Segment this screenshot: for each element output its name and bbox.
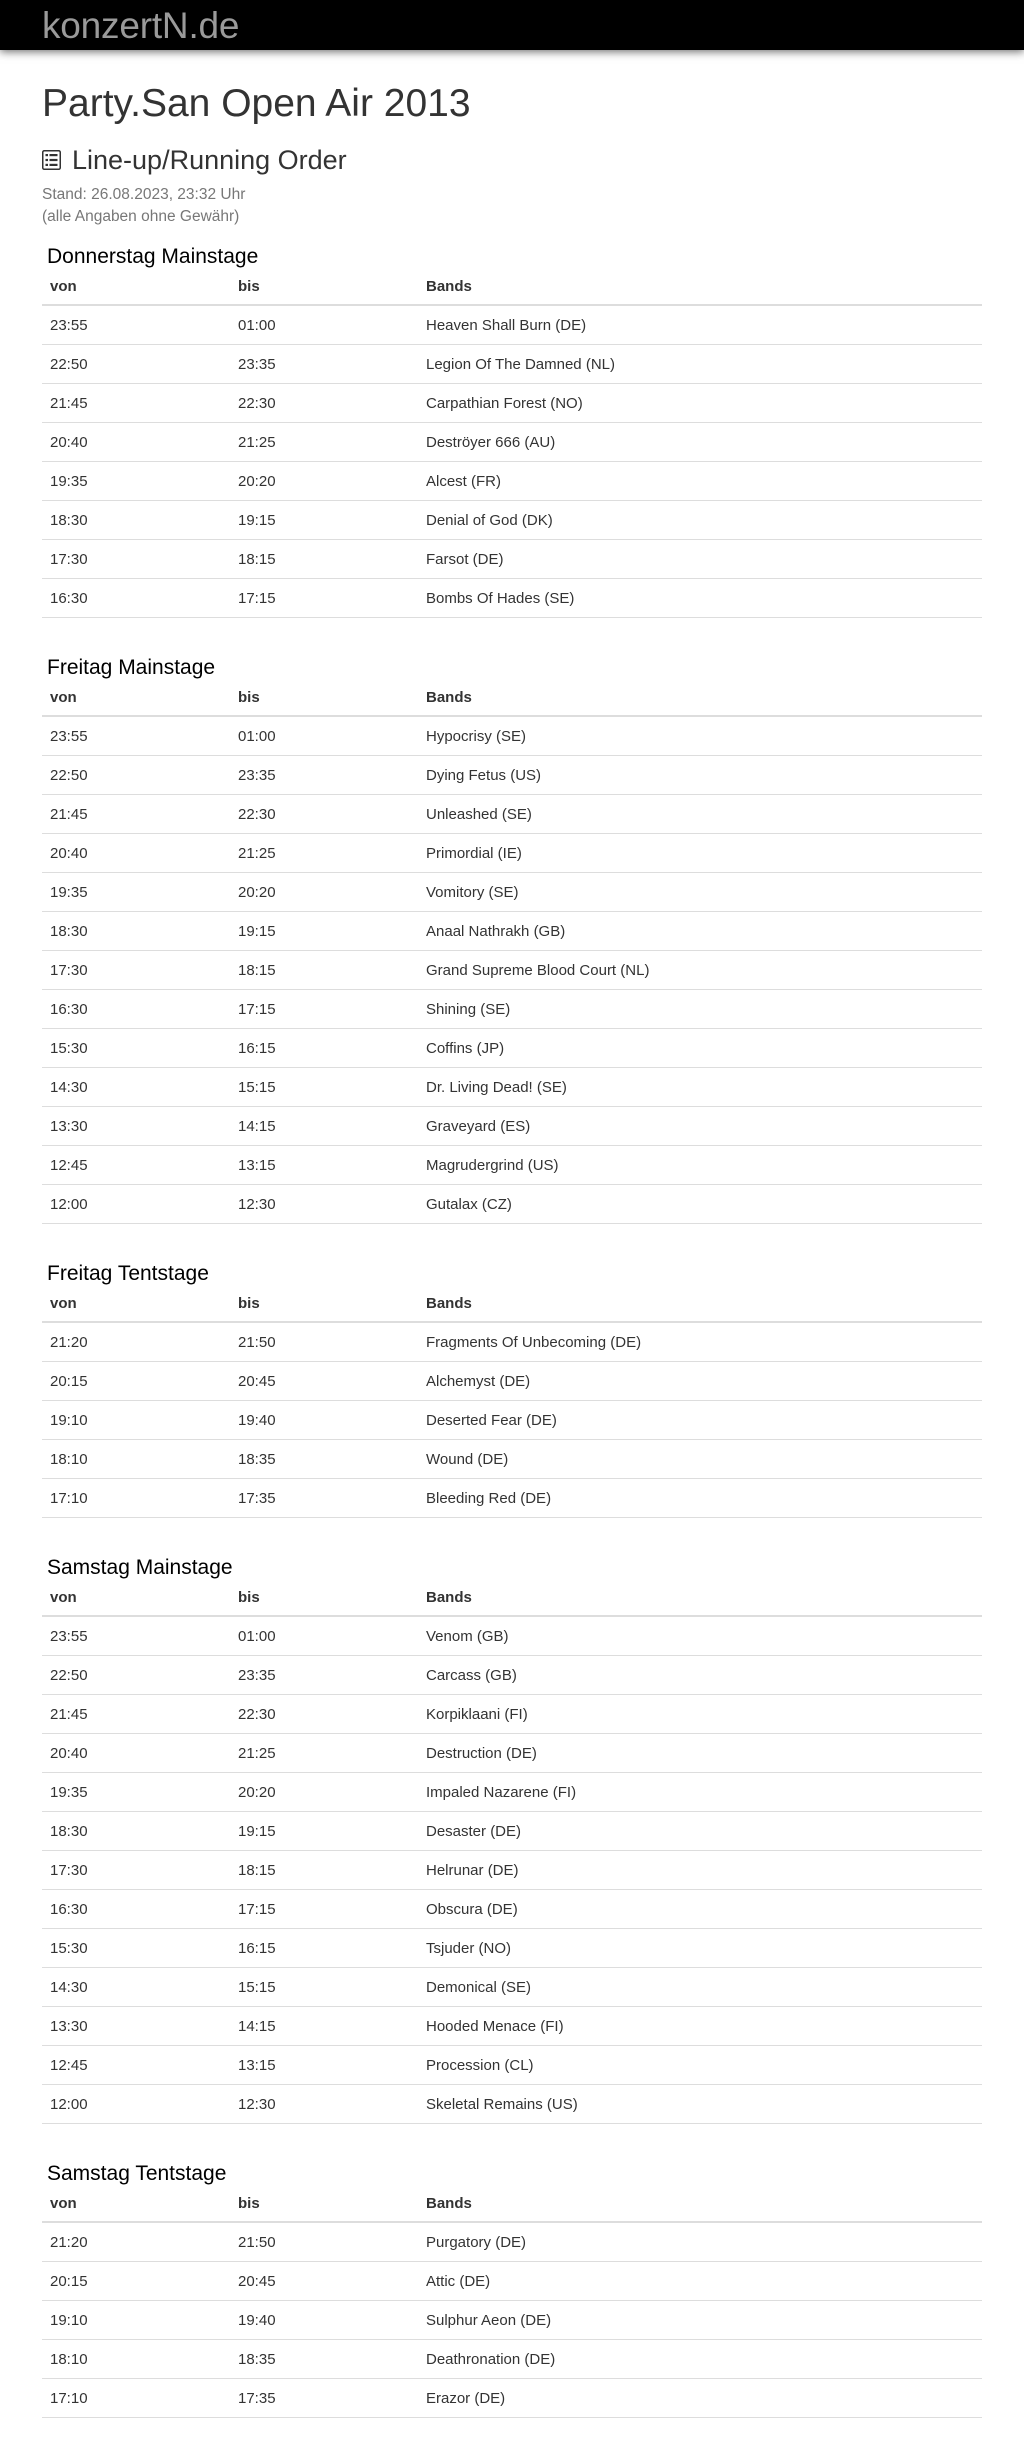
stage-section [42,245,982,618]
band-name: Purgatory (DE) [418,2222,982,2262]
band-name: Wound (DE) [418,1440,982,1479]
band-name: Erazor (DE) [418,2379,982,2418]
table-row [42,1812,982,1851]
end-time: 18:15 [230,1851,418,1890]
table-row [42,2046,982,2085]
end-time: 18:35 [230,2340,418,2379]
start-time: 21:45 [42,1695,230,1734]
table-row [42,2222,982,2262]
start-time: 18:10 [42,2340,230,2379]
start-time: 22:50 [42,1656,230,1695]
end-time: 22:30 [230,1695,418,1734]
band-name: Vomitory (SE) [418,873,982,912]
end-time: 19:40 [230,1401,418,1440]
column-header-bands: Bands [418,679,982,716]
end-time: 01:00 [230,305,418,345]
end-time: 20:45 [230,2262,418,2301]
band-name: Demonical (SE) [418,1968,982,2007]
table-row [42,834,982,873]
end-time: 21:50 [230,2222,418,2262]
start-time: 14:30 [42,1068,230,1107]
start-time: 15:30 [42,1029,230,1068]
stage-title: Freitag Mainstage [47,656,216,679]
table-row [42,1968,982,2007]
stage-section [42,1518,982,2124]
section-spacer [42,1224,982,1245]
end-time: 20:45 [230,1362,418,1401]
band-name: Deathronation (DE) [418,2340,982,2379]
end-time: 16:15 [230,1929,418,1968]
start-time: 21:20 [42,2222,230,2262]
brand-logo-link[interactable]: konzertN.de [42,5,240,46]
band-name: Grand Supreme Blood Court (NL) [418,951,982,990]
start-time: 16:30 [42,579,230,618]
band-name: Korpiklaani (FI) [418,1695,982,1734]
band-name: Unleashed (SE) [418,795,982,834]
start-time: 18:30 [42,501,230,540]
start-time: 21:45 [42,795,230,834]
list-icon [42,150,61,170]
lineup-title: Line-up/Running Order [72,145,347,175]
band-name: Coffins (JP) [418,1029,982,1068]
table-row [42,1029,982,1068]
end-time: 19:40 [230,2301,418,2340]
column-header-to: bis [230,268,418,305]
end-time: 19:15 [230,912,418,951]
stage-section [42,2124,982,2418]
running-order-table [42,1579,982,2124]
band-name: Farsot (DE) [418,540,982,579]
band-name: Primordial (IE) [418,834,982,873]
start-time: 16:30 [42,990,230,1029]
table-row [42,2007,982,2046]
running-order-table [42,2185,982,2418]
start-time: 17:30 [42,540,230,579]
table-row [42,990,982,1029]
band-name: Sulphur Aeon (DE) [418,2301,982,2340]
band-name: Anaal Nathrakh (GB) [418,912,982,951]
table-row [42,1401,982,1440]
table-row [42,462,982,501]
start-time: 23:55 [42,716,230,756]
table-row [42,2340,982,2379]
table-row [42,1929,982,1968]
table-row [42,795,982,834]
table-row [42,2379,982,2418]
end-time: 18:35 [230,1440,418,1479]
table-header-row [42,1579,982,1616]
section-spacer [42,1518,982,1539]
table-row [42,345,982,384]
table-row [42,873,982,912]
stage-title: Freitag Tentstage [47,1262,209,1285]
band-name: Legion Of The Damned (NL) [418,345,982,384]
start-time: 17:30 [42,1851,230,1890]
band-name: Hypocrisy (SE) [418,716,982,756]
table-row [42,912,982,951]
end-time: 21:25 [230,1734,418,1773]
table-row [42,1440,982,1479]
start-time: 16:30 [42,1890,230,1929]
end-time: 23:35 [230,345,418,384]
table-row [42,1616,982,1656]
table-header-row [42,2185,982,2222]
start-time: 19:10 [42,2301,230,2340]
table-row [42,1773,982,1812]
table-row [42,423,982,462]
band-name: Venom (GB) [418,1616,982,1656]
table-row [42,1068,982,1107]
end-time: 22:30 [230,384,418,423]
start-time: 17:10 [42,1479,230,1518]
band-name: Tsjuder (NO) [418,1929,982,1968]
end-time: 17:35 [230,1479,418,1518]
band-name: Obscura (DE) [418,1890,982,1929]
start-time: 15:30 [42,1929,230,1968]
end-time: 23:35 [230,756,418,795]
table-row [42,540,982,579]
table-row [42,1479,982,1518]
running-order-table [42,679,982,1224]
band-name: Alcest (FR) [418,462,982,501]
end-time: 17:35 [230,2379,418,2418]
end-time: 22:30 [230,795,418,834]
column-header-from: von [42,2185,230,2222]
band-name: Deserted Fear (DE) [418,1401,982,1440]
band-name: Bleeding Red (DE) [418,1479,982,1518]
start-time: 13:30 [42,1107,230,1146]
start-time: 19:35 [42,462,230,501]
section-spacer [42,618,982,639]
band-name: Gutalax (CZ) [418,1185,982,1224]
band-name: Fragments Of Unbecoming (DE) [418,1322,982,1362]
start-time: 12:00 [42,2085,230,2124]
end-time: 20:20 [230,462,418,501]
start-time: 13:30 [42,2007,230,2046]
start-time: 14:30 [42,1968,230,2007]
last-updated: Stand: 26.08.2023, 23:32 Uhr [42,186,246,203]
end-time: 23:35 [230,1656,418,1695]
band-name: Carcass (GB) [418,1656,982,1695]
band-name: Skeletal Remains (US) [418,2085,982,2124]
start-time: 22:50 [42,345,230,384]
running-order-table [42,1285,982,1518]
table-row [42,1185,982,1224]
table-header-row [42,679,982,716]
band-name: Destruction (DE) [418,1734,982,1773]
stages-list [42,245,982,2418]
lineup-heading [42,141,982,179]
end-time: 12:30 [230,2085,418,2124]
band-name: Dying Fetus (US) [418,756,982,795]
end-time: 12:30 [230,1185,418,1224]
table-row [42,716,982,756]
stage-section [42,618,982,1224]
band-name: Dr. Living Dead! (SE) [418,1068,982,1107]
table-row [42,579,982,618]
stage-title: Donnerstag Mainstage [47,245,259,268]
band-name: Magrudergrind (US) [418,1146,982,1185]
start-time: 19:35 [42,1773,230,1812]
table-row [42,2301,982,2340]
table-row [42,2262,982,2301]
band-name: Desaster (DE) [418,1812,982,1851]
band-name: Hooded Menace (FI) [418,2007,982,2046]
column-header-to: bis [230,1579,418,1616]
band-name: Deströyer 666 (AU) [418,423,982,462]
end-time: 01:00 [230,1616,418,1656]
table-row [42,1656,982,1695]
end-time: 13:15 [230,2046,418,2085]
band-name: Impaled Nazarene (FI) [418,1773,982,1812]
table-header-row [42,1285,982,1322]
start-time: 21:45 [42,384,230,423]
end-time: 19:15 [230,1812,418,1851]
start-time: 23:55 [42,305,230,345]
table-row [42,1734,982,1773]
column-header-to: bis [230,679,418,716]
page-title: Party.San Open Air 2013 [42,82,471,125]
start-time: 23:55 [42,1616,230,1656]
end-time: 18:15 [230,540,418,579]
running-order-table [42,268,982,618]
end-time: 18:15 [230,951,418,990]
band-name: Procession (CL) [418,2046,982,2085]
column-header-from: von [42,1579,230,1616]
end-time: 17:15 [230,579,418,618]
start-time: 12:45 [42,2046,230,2085]
disclaimer: (alle Angaben ohne Gewähr) [42,208,240,225]
start-time: 20:40 [42,423,230,462]
end-time: 21:25 [230,834,418,873]
table-row [42,384,982,423]
end-time: 17:15 [230,990,418,1029]
end-time: 13:15 [230,1146,418,1185]
main-container [0,50,1024,2418]
stage-title: Samstag Tentstage [47,2162,227,2185]
table-row [42,2085,982,2124]
band-name: Carpathian Forest (NO) [418,384,982,423]
band-name: Bombs Of Hades (SE) [418,579,982,618]
end-time: 01:00 [230,716,418,756]
start-time: 12:45 [42,1146,230,1185]
end-time: 14:15 [230,2007,418,2046]
stage-title: Samstag Mainstage [47,1556,233,1579]
table-row [42,1695,982,1734]
table-row [42,1146,982,1185]
table-header-row [42,268,982,305]
table-row [42,951,982,990]
section-spacer [42,2124,982,2145]
start-time: 20:40 [42,1734,230,1773]
end-time: 15:15 [230,1968,418,2007]
start-time: 12:00 [42,1185,230,1224]
band-name: Helrunar (DE) [418,1851,982,1890]
table-row [42,1107,982,1146]
column-header-from: von [42,1285,230,1322]
column-header-bands: Bands [418,2185,982,2222]
end-time: 14:15 [230,1107,418,1146]
start-time: 22:50 [42,756,230,795]
column-header-to: bis [230,2185,418,2222]
end-time: 20:20 [230,1773,418,1812]
stage-section [42,1224,982,1518]
end-time: 16:15 [230,1029,418,1068]
band-name: Alchemyst (DE) [418,1362,982,1401]
start-time: 17:10 [42,2379,230,2418]
column-header-to: bis [230,1285,418,1322]
start-time: 19:10 [42,1401,230,1440]
end-time: 15:15 [230,1068,418,1107]
band-name: Graveyard (ES) [418,1107,982,1146]
start-time: 18:30 [42,1812,230,1851]
start-time: 18:30 [42,912,230,951]
column-header-bands: Bands [418,1285,982,1322]
start-time: 21:20 [42,1322,230,1362]
start-time: 19:35 [42,873,230,912]
start-time: 20:15 [42,2262,230,2301]
table-row [42,501,982,540]
band-name: Denial of God (DK) [418,501,982,540]
start-time: 17:30 [42,951,230,990]
end-time: 20:20 [230,873,418,912]
column-header-bands: Bands [418,268,982,305]
band-name: Heaven Shall Burn (DE) [418,305,982,345]
column-header-from: von [42,268,230,305]
end-time: 21:50 [230,1322,418,1362]
table-row [42,1851,982,1890]
table-row [42,1322,982,1362]
end-time: 21:25 [230,423,418,462]
navbar [0,0,1024,50]
start-time: 20:15 [42,1362,230,1401]
table-row [42,1890,982,1929]
table-row [42,305,982,345]
end-time: 17:15 [230,1890,418,1929]
band-name: Shining (SE) [418,990,982,1029]
table-row [42,1362,982,1401]
column-header-from: von [42,679,230,716]
band-name: Attic (DE) [418,2262,982,2301]
column-header-bands: Bands [418,1579,982,1616]
start-time: 20:40 [42,834,230,873]
end-time: 19:15 [230,501,418,540]
table-row [42,756,982,795]
start-time: 18:10 [42,1440,230,1479]
